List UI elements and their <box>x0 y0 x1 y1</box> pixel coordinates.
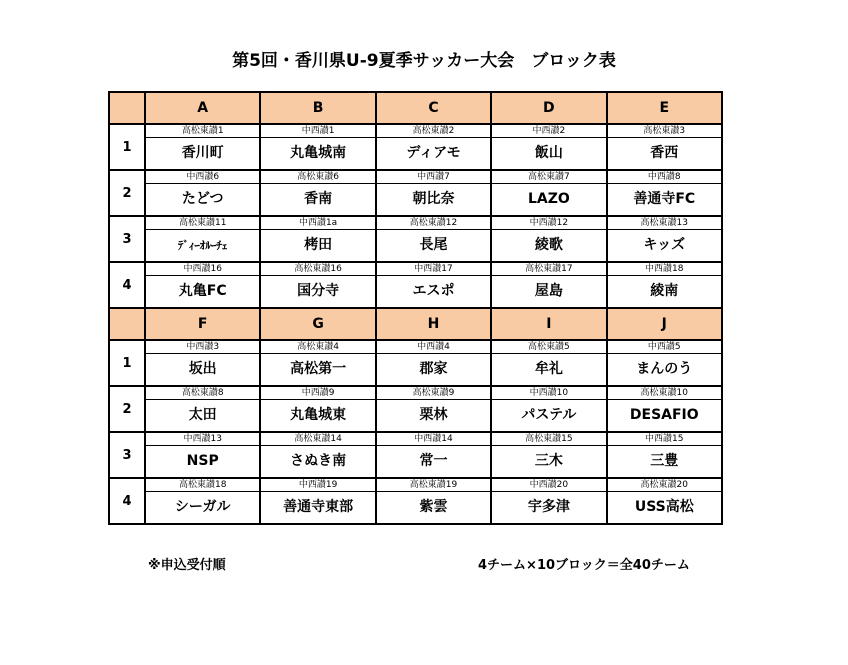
team-cell <box>260 262 375 308</box>
block-header: E <box>607 92 722 124</box>
team-cell <box>260 386 375 432</box>
team-cell <box>376 124 491 170</box>
header-corner <box>109 308 145 340</box>
team-cell <box>145 124 260 170</box>
team-seed: 中西讃9 <box>261 388 374 400</box>
team-cell <box>607 262 722 308</box>
row-number: 1 <box>109 124 145 170</box>
block-header: I <box>491 308 606 340</box>
team-name: パステル <box>521 406 577 423</box>
table-row <box>109 216 722 262</box>
team-seed: 高松東讃13 <box>608 218 721 230</box>
row-number: 4 <box>109 262 145 308</box>
team-cell <box>607 478 722 524</box>
team-name: 三豊 <box>650 452 679 469</box>
team-name: 善通寺FC <box>633 190 696 207</box>
block-header: B <box>260 92 375 124</box>
block-header-row <box>109 92 722 124</box>
team-seed: 中西讃7 <box>377 172 490 184</box>
team-name: 香西 <box>650 144 679 161</box>
team-name: 朝比奈 <box>412 190 455 207</box>
team-cell <box>376 478 491 524</box>
team-cell <box>491 170 606 216</box>
team-seed: 中西讃18 <box>608 264 721 276</box>
team-seed: 高松東讃9 <box>377 388 490 400</box>
header-corner <box>109 92 145 124</box>
block-header: D <box>491 92 606 124</box>
team-name: NSP <box>186 452 219 469</box>
team-name: 綾歌 <box>534 236 563 253</box>
team-name: 丸亀FC <box>178 282 227 299</box>
team-name: 綾南 <box>650 282 679 299</box>
row-number: 3 <box>109 216 145 262</box>
team-seed: 高松東讃15 <box>492 434 605 446</box>
team-cell <box>145 170 260 216</box>
team-cell <box>376 386 491 432</box>
team-cell <box>376 170 491 216</box>
team-cell <box>145 262 260 308</box>
team-name: 丸亀城東 <box>290 406 347 423</box>
block-header: C <box>376 92 491 124</box>
team-seed: 中西讃10 <box>492 388 605 400</box>
team-seed: 高松東讃18 <box>146 480 259 492</box>
team-name: ﾃﾞｨｰｵﾙｰﾁｪ <box>177 238 228 252</box>
team-cell <box>607 124 722 170</box>
team-cell <box>376 216 491 262</box>
team-name: エスポ <box>412 282 455 299</box>
table-row <box>109 262 722 308</box>
table-row <box>109 124 722 170</box>
team-seed: 高松東讃3 <box>608 126 721 138</box>
team-seed: 中西讃6 <box>146 172 259 184</box>
team-seed: 高松東讃19 <box>377 480 490 492</box>
row-number: 4 <box>109 478 145 524</box>
team-name: まんのう <box>636 360 693 377</box>
team-seed: 中西讃13 <box>146 434 259 446</box>
team-name: 長尾 <box>419 236 448 253</box>
row-number: 3 <box>109 432 145 478</box>
team-seed: 中西讃14 <box>377 434 490 446</box>
block-header: G <box>260 308 375 340</box>
block-header: J <box>607 308 722 340</box>
team-cell <box>260 432 375 478</box>
team-cell <box>260 170 375 216</box>
team-seed: 高松東讃1 <box>146 126 259 138</box>
team-cell <box>260 216 375 262</box>
team-seed: 中西讃4 <box>377 342 490 354</box>
table-row <box>109 386 722 432</box>
team-cell <box>607 216 722 262</box>
team-seed: 中西讃1 <box>261 126 374 138</box>
block-header-row <box>109 308 722 340</box>
team-cell <box>260 124 375 170</box>
row-number: 2 <box>109 386 145 432</box>
table-row <box>109 340 722 386</box>
team-seed: 中西讃8 <box>608 172 721 184</box>
team-name: 国分寺 <box>297 282 340 299</box>
table-row <box>109 170 722 216</box>
table-row <box>109 478 722 524</box>
team-seed: 高松東讃10 <box>608 388 721 400</box>
team-cell <box>491 340 606 386</box>
team-seed: 高松東讃14 <box>261 434 374 446</box>
footer-note-total: 4チーム×10ブロック＝全40チーム <box>478 558 690 573</box>
team-name: 高松第一 <box>290 360 347 377</box>
team-cell <box>491 124 606 170</box>
team-seed: 中西讃2 <box>492 126 605 138</box>
team-name: 牟礼 <box>534 360 563 377</box>
page-title: 第5回・香川県U-9夏季サッカー大会 ブロック表 <box>232 51 616 71</box>
team-seed: 中西讃15 <box>608 434 721 446</box>
team-cell <box>607 432 722 478</box>
row-number: 2 <box>109 170 145 216</box>
team-name: 宇多津 <box>527 498 570 515</box>
team-name: 善通寺東部 <box>283 498 354 515</box>
team-seed: 中西讃3 <box>146 342 259 354</box>
team-name: LAZO <box>527 190 570 207</box>
table-row <box>109 432 722 478</box>
team-name: さぬき南 <box>290 452 347 469</box>
team-seed: 中西讃20 <box>492 480 605 492</box>
block-header: F <box>145 308 260 340</box>
team-name: 丸亀城南 <box>290 144 347 161</box>
team-cell <box>145 478 260 524</box>
team-cell <box>607 340 722 386</box>
team-name: たどつ <box>181 190 224 207</box>
team-seed: 高松東讃7 <box>492 172 605 184</box>
team-seed: 中西讃19 <box>261 480 374 492</box>
team-seed: 高松東讃5 <box>492 342 605 354</box>
team-name: 太田 <box>188 406 217 423</box>
team-seed: 中西讃12 <box>492 218 605 230</box>
team-seed: 高松東讃12 <box>377 218 490 230</box>
team-name: DESAFIO <box>629 406 699 423</box>
team-name: 栲田 <box>304 236 333 253</box>
team-seed: 中西讃16 <box>146 264 259 276</box>
team-name: 香川町 <box>181 144 224 161</box>
team-cell <box>607 386 722 432</box>
team-cell <box>491 216 606 262</box>
team-seed: 高松東讃17 <box>492 264 605 276</box>
block-header: H <box>376 308 491 340</box>
team-seed: 中西讃5 <box>608 342 721 354</box>
team-cell <box>376 432 491 478</box>
team-name: 屋島 <box>534 282 563 299</box>
team-cell <box>145 386 260 432</box>
team-seed: 中西讃17 <box>377 264 490 276</box>
team-cell <box>491 262 606 308</box>
team-cell <box>145 340 260 386</box>
team-seed: 高松東讃11 <box>146 218 259 230</box>
team-name: ディアモ <box>406 144 461 161</box>
team-cell <box>491 432 606 478</box>
team-seed: 高松東讃16 <box>261 264 374 276</box>
team-seed: 高松東讃20 <box>608 480 721 492</box>
team-cell <box>376 340 491 386</box>
team-cell <box>491 478 606 524</box>
team-seed: 高松東讃8 <box>146 388 259 400</box>
team-cell <box>145 432 260 478</box>
team-cell <box>145 216 260 262</box>
team-cell <box>260 478 375 524</box>
block-header: A <box>145 92 260 124</box>
row-number: 1 <box>109 340 145 386</box>
team-name: シーガル <box>174 498 231 515</box>
team-cell <box>376 262 491 308</box>
team-cell <box>491 386 606 432</box>
team-seed: 中西讃1a <box>261 218 374 230</box>
team-name: 紫雲 <box>419 498 448 515</box>
team-seed: 高松東讃4 <box>261 342 374 354</box>
block-table <box>108 91 723 525</box>
team-cell <box>607 170 722 216</box>
team-name: 三木 <box>534 452 563 469</box>
team-name: 飯山 <box>534 144 563 161</box>
team-name: 常一 <box>419 452 448 469</box>
footer-note-order: ※申込受付順 <box>148 558 226 573</box>
team-name: 香南 <box>304 190 333 207</box>
team-name: 坂出 <box>188 360 217 377</box>
team-cell <box>260 340 375 386</box>
team-name: 栗林 <box>419 406 448 423</box>
team-seed: 高松東讃6 <box>261 172 374 184</box>
team-name: USS高松 <box>634 498 694 515</box>
team-name: 郡家 <box>419 360 448 377</box>
team-seed: 高松東讃2 <box>377 126 490 138</box>
team-name: キッズ <box>643 236 686 253</box>
